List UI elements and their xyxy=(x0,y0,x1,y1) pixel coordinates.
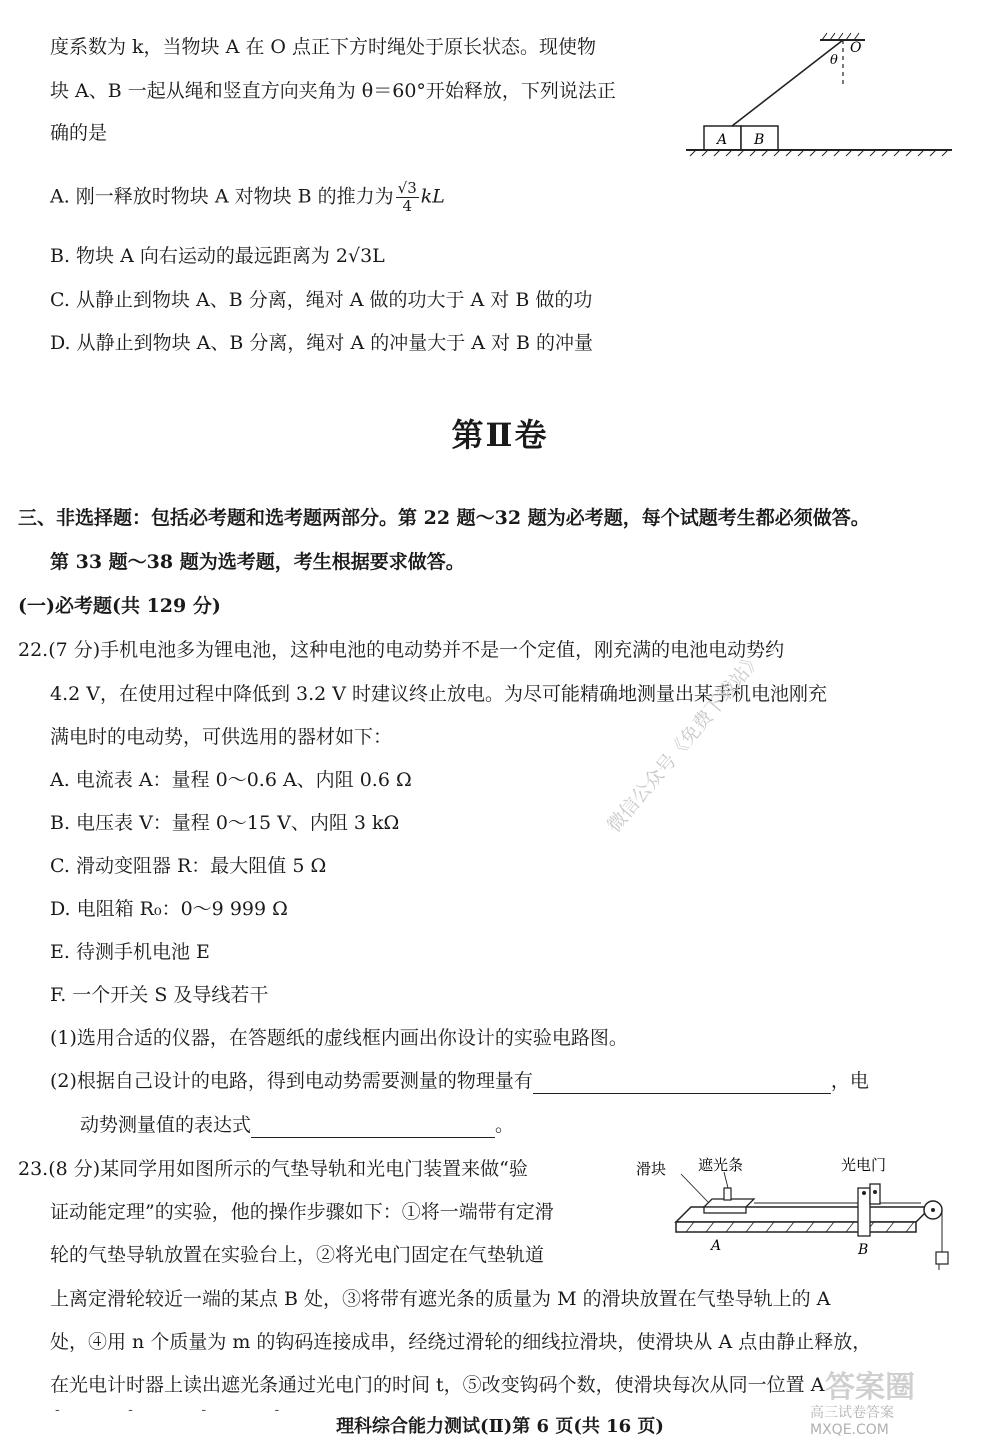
q21-option-b: B. 物块 A 向右运动的最远距离为 2√3L xyxy=(50,245,385,267)
label-theta: θ xyxy=(830,53,838,68)
label-slider: 滑块 xyxy=(636,1160,667,1178)
q23-line: 证动能定理”的实验，他的操作步骤如下：①将一端带有定滑 xyxy=(50,1201,554,1223)
q21-intro-line: 确的是 xyxy=(50,122,108,144)
answer-blank-expression[interactable] xyxy=(251,1115,495,1138)
part3-instruction-line2: 第 33 题～38 题为选考题，考生根据要求做答。 xyxy=(50,551,465,573)
q22-sub2-line2-suffix: 。 xyxy=(495,1114,515,1136)
label-light-strip: 遮光条 xyxy=(698,1156,744,1174)
part3-subheading: (一)必考题(共 129 分) xyxy=(18,595,221,617)
q21-option-a xyxy=(50,180,445,220)
option-a-text: A. 刚一释放时物块 A 对物块 B 的推力为 xyxy=(50,185,394,208)
label-photogate: 光电门 xyxy=(841,1156,887,1174)
option-a-fraction xyxy=(396,180,419,215)
q22-sub2-line2 xyxy=(80,1112,514,1138)
watermark-text: 微信公众号《免费下载站》 xyxy=(603,647,767,837)
q21-option-d: D. 从静止到物块 A、B 分离，绳对 A 的冲量大于 A 对 B 的冲量 xyxy=(50,332,594,354)
q22-sub2 xyxy=(50,1068,869,1094)
q22-sub1: (1)选用合适的仪器，在答题纸的虚线框内画出你设计的实验电路图。 xyxy=(50,1027,628,1049)
q22-line: 4.2 V，在使用过程中降低到 3.2 V 时建议终止放电。为尽可能精确地测量出某手机电池刚充 xyxy=(50,683,828,705)
corner-logo-big-text: 答案圈 xyxy=(825,1370,915,1405)
q21-option-c: C. 从静止到物块 A、B 分离，绳对 A 做的功大于 A 对 B 做的功 xyxy=(50,289,593,311)
q22-item: A. 电流表 A：量程 0～0.6 A、内阻 0.6 Ω xyxy=(50,769,412,791)
q23-line: 处，④用 n 个质量为 m 的钩码连接成串，经绕过滑轮的细线拉滑块，使滑块从 A 点由静止释放， xyxy=(50,1331,872,1353)
option-a-suffix: kL xyxy=(420,185,445,208)
q23-line: 在光电计时器上读出遮光条通过光电门的时间 t，⑤改变钩码个数，使滑块每次从同一位置 A xyxy=(50,1374,825,1396)
q22-item: C. 滑动变阻器 R：最大阻值 5 Ω xyxy=(50,855,327,877)
q22-sub2-suffix: ，电 xyxy=(830,1070,869,1092)
q22-item: B. 电压表 V：量程 0～15 V、内阻 3 kΩ xyxy=(50,812,400,834)
q22-item: D. 电阻箱 R₀：0～9 999 Ω xyxy=(50,898,288,920)
q22-sub2-prefix: (2)根据自己设计的电路，得到电动势需要测量的物理量有 xyxy=(50,1070,533,1092)
label-block-b: B xyxy=(754,132,765,148)
label-o: O xyxy=(850,40,862,56)
q23-figure xyxy=(636,1152,966,1282)
q22-line: 满电时的电动势，可供选用的器材如下： xyxy=(50,726,393,748)
corner-logo-small-text: 高三试卷答案 MXQE.COM xyxy=(810,1405,894,1438)
page-footer: 理科综合能力测试(Ⅱ)第 6 页(共 16 页) xyxy=(336,1416,664,1437)
label-block-a: A xyxy=(717,132,728,148)
label-point-a: A xyxy=(711,1238,722,1254)
footer-dashes: - - - - xyxy=(55,1402,312,1418)
q21-intro-line: 度系数为 k，当物块 A 在 O 点正下方时绳处于原长状态。现使物 xyxy=(50,36,597,58)
section-title: 第Ⅱ卷 xyxy=(451,416,549,454)
q23-line: 轮的气垫导轨放置在实验台上，②将光电门固定在气垫轨道 xyxy=(50,1244,545,1266)
fraction-denominator: 4 xyxy=(402,197,412,215)
q23-line: 23.(8 分)某同学用如图所示的气垫导轨和光电门装置来做“验 xyxy=(18,1158,528,1180)
label-point-b: B xyxy=(858,1242,869,1258)
q22-item: F. 一个开关 S 及导线若干 xyxy=(50,984,269,1006)
fraction-numerator: √3 xyxy=(397,179,417,197)
q22-item: E. 待测手机电池 E xyxy=(50,941,210,963)
q22-sub2-line2-prefix: 动势测量值的表达式 xyxy=(80,1114,252,1136)
q22-line: 22.(7 分)手机电池多为锂电池，这种电池的电动势并不是一个定值，刚充满的电池电动势约 xyxy=(18,639,785,661)
q21-figure xyxy=(680,28,960,168)
answer-blank-quantities[interactable] xyxy=(533,1071,831,1094)
part3-instruction-line1: 三、非选择题：包括必考题和选考题两部分。第 22 题～32 题为必考题，每个试题考生都必须做答。 xyxy=(18,507,870,529)
q23-line: 上离定滑轮较近一端的某点 B 处，③将带有遮光条的质量为 M 的滑块放置在气垫导轨上的 A xyxy=(50,1288,831,1310)
q21-intro-line: 块 A、B 一起从绳和竖直方向夹角为 θ＝60°开始释放，下列说法正 xyxy=(50,80,616,102)
